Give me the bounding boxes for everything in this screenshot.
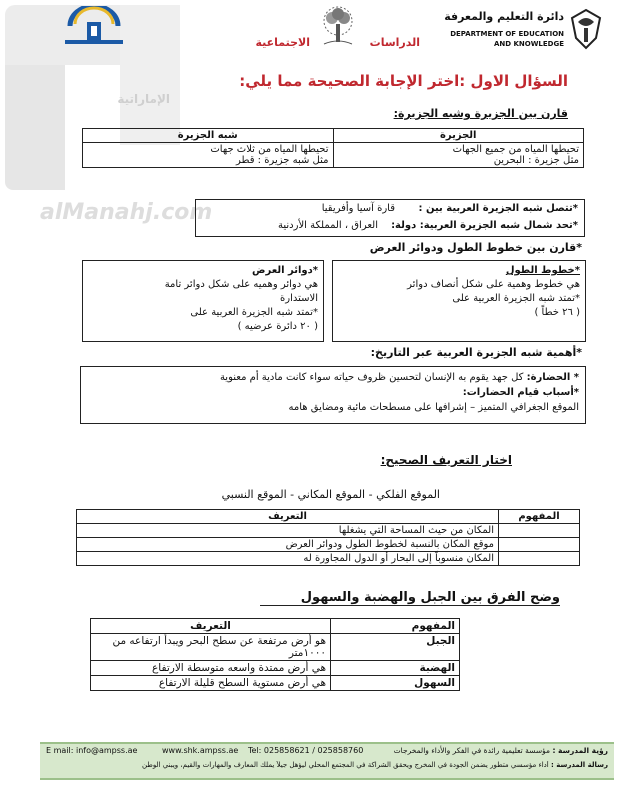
island-compare-table xyxy=(82,128,584,168)
department-name-en-2: AND KNOWLEDGE xyxy=(493,40,564,48)
longitude-title: *خطوط الطول xyxy=(505,265,580,276)
concept-cell xyxy=(499,552,580,566)
vision-label: رؤية المدرسة : xyxy=(552,746,608,755)
civilization-label: * الحضارة: xyxy=(526,372,579,383)
definition-cell: المكان منسوباً إلى البحار أو الدول المجاورة له xyxy=(77,552,499,566)
landform-definition: هي أرض مستوية السطح قليلة الارتفاع xyxy=(91,676,331,691)
department-name-ar: دائرة التعليم والمعرفة xyxy=(444,10,564,23)
landforms-table xyxy=(90,618,460,691)
connect-value: قارة آسيا وأفريقيا xyxy=(321,203,395,214)
latitude-line-3: *تمتد شبه الجزيرة العربية على xyxy=(190,307,318,318)
landform-definition: هو أرض مرتفعة عن سطح البحر ويبدأ ارتفاعه من ١٠٠٠متر xyxy=(91,634,331,661)
peninsula-col-header: شبه الجزيرة xyxy=(83,129,334,143)
mission-text: أداء مؤسسي متطور يضمن الجودة في المخرج ويحقق الشراكة في المجتمع المحلي ليؤهل جيلاً يملك المعارف والمهارات والقيم، ويبني الوطن xyxy=(141,761,549,769)
longitude-box xyxy=(332,260,586,342)
school-logo xyxy=(65,6,123,46)
civilization-reasons-text: الموقع الجغرافي المتميز – إشرافها على مسطحات مائية ومضايق هامه xyxy=(288,402,579,413)
concept-cell xyxy=(499,538,580,552)
civilization-text: كل جهد يقوم به الإنسان لتحسين ظروف حياته سواء كانت مادية أم معنوية xyxy=(219,372,524,383)
peninsula-line-1: تحيطها المياه من ثلاث جهات xyxy=(210,144,329,155)
latitude-title: *دوائر العرض xyxy=(252,265,318,276)
longitude-line-3: ( ٢٦ خطاً ) xyxy=(534,307,580,318)
q1-title: السؤال الاول :اختر الإجابة الصحيحة مما يلي: xyxy=(239,72,568,90)
subject-title-2: الاجتماعية xyxy=(255,36,310,49)
island-line-2: مثل جزيرة : البحرين xyxy=(493,155,579,166)
civilization-box xyxy=(80,366,586,424)
island-cell xyxy=(333,143,584,168)
latitude-box xyxy=(82,260,324,342)
department-emblem xyxy=(566,8,606,50)
landform-concept: السهول xyxy=(331,676,460,691)
concept-col-header: المفهوم xyxy=(499,510,580,524)
landform-concept: الهضبة xyxy=(331,661,460,676)
footer-email: E mail: info@ampss.ae xyxy=(46,746,138,755)
border-value: العراق ، المملكة الأردنية xyxy=(278,220,378,231)
vision-text: مؤسسة تعليمية رائدة في الفكر والأداء والمخرجات xyxy=(393,746,551,755)
table-row xyxy=(77,552,580,566)
footer-vision xyxy=(360,746,608,755)
table-row xyxy=(77,538,580,552)
q2-options: الموقع الفلكي - الموقع المكاني - الموقع النسبي xyxy=(221,488,440,501)
definition-cell: المكان من حيث المساحة التي يشغلها xyxy=(77,524,499,538)
concept-cell xyxy=(499,524,580,538)
table-row xyxy=(91,634,460,661)
q3-heading: وضح الفرق بين الجبل والهضبة والسهول xyxy=(260,590,560,606)
definition-cell: موقع المكان بالنسبة لخطوط الطول ودوائر العرض xyxy=(77,538,499,552)
landform-definition: هي أرض ممتدة واسعه متوسطة الارتفاع xyxy=(91,661,331,676)
subject-title-1: الدراسات xyxy=(369,36,420,49)
connect-label: *تتصل شبه الجزيرة العربية بين : xyxy=(418,203,578,214)
table-row xyxy=(91,676,460,691)
latitude-line-4: ( ٢٠ دائرة عرضيه ) xyxy=(237,321,318,332)
footer-web: www.shk.ampss.ae xyxy=(162,746,239,755)
compare-heading: قارن بين الجزيرة وشبه الجزيرة: xyxy=(393,107,568,120)
island-col-header: الجزيرة xyxy=(333,129,584,143)
landform-definition-header: التعريف xyxy=(91,619,331,634)
definition-table xyxy=(76,509,580,566)
table-row xyxy=(77,524,580,538)
border-label: *تحد شمال شبه الجزيرة العربية: دولة: xyxy=(391,220,578,231)
definition-col-header: التعريف xyxy=(77,510,499,524)
latitude-line-1: هي دوائر وهميه على شكل دوائر تامة xyxy=(164,279,318,290)
footer-mission xyxy=(44,761,608,769)
island-line-1: تحيطها المياه من جميع الجهات xyxy=(452,144,579,155)
lat-long-heading: *قارن بين خطوط الطول ودوائر العرض xyxy=(369,241,582,254)
landform-concept-header: المفهوم xyxy=(331,619,460,634)
q2-heading: اختار التعريف الصحيح: xyxy=(380,453,512,467)
longitude-line-2: *تمتد شبه الجزيرة العربية على xyxy=(452,293,580,304)
landform-concept: الجبل xyxy=(331,634,460,661)
peninsula-line-2: مثل شبه جزيرة : قطر xyxy=(235,155,329,166)
peninsula-cell xyxy=(83,143,334,168)
department-name-en-1: DEPARTMENT OF EDUCATION xyxy=(450,30,564,38)
table-row xyxy=(91,661,460,676)
latitude-line-2: الاستدارة xyxy=(280,293,318,304)
importance-heading: *أهمية شبه الجزيرة العربية عبر التاريخ: xyxy=(370,346,582,359)
tree-logo xyxy=(316,6,360,48)
mission-label: رسالة المدرسة : xyxy=(550,761,608,769)
civilization-reasons-label: *أسباب قيام الحضارات: xyxy=(462,387,579,398)
school-name-partial: الإماراتية xyxy=(117,92,170,106)
footer-tel: Tel: 025858621 / 025858760 xyxy=(248,746,364,755)
longitude-line-1: هي خطوط وهمية على شكل أنصاف دوائر xyxy=(407,279,580,290)
watermark-text: alManahj.com xyxy=(40,200,213,225)
